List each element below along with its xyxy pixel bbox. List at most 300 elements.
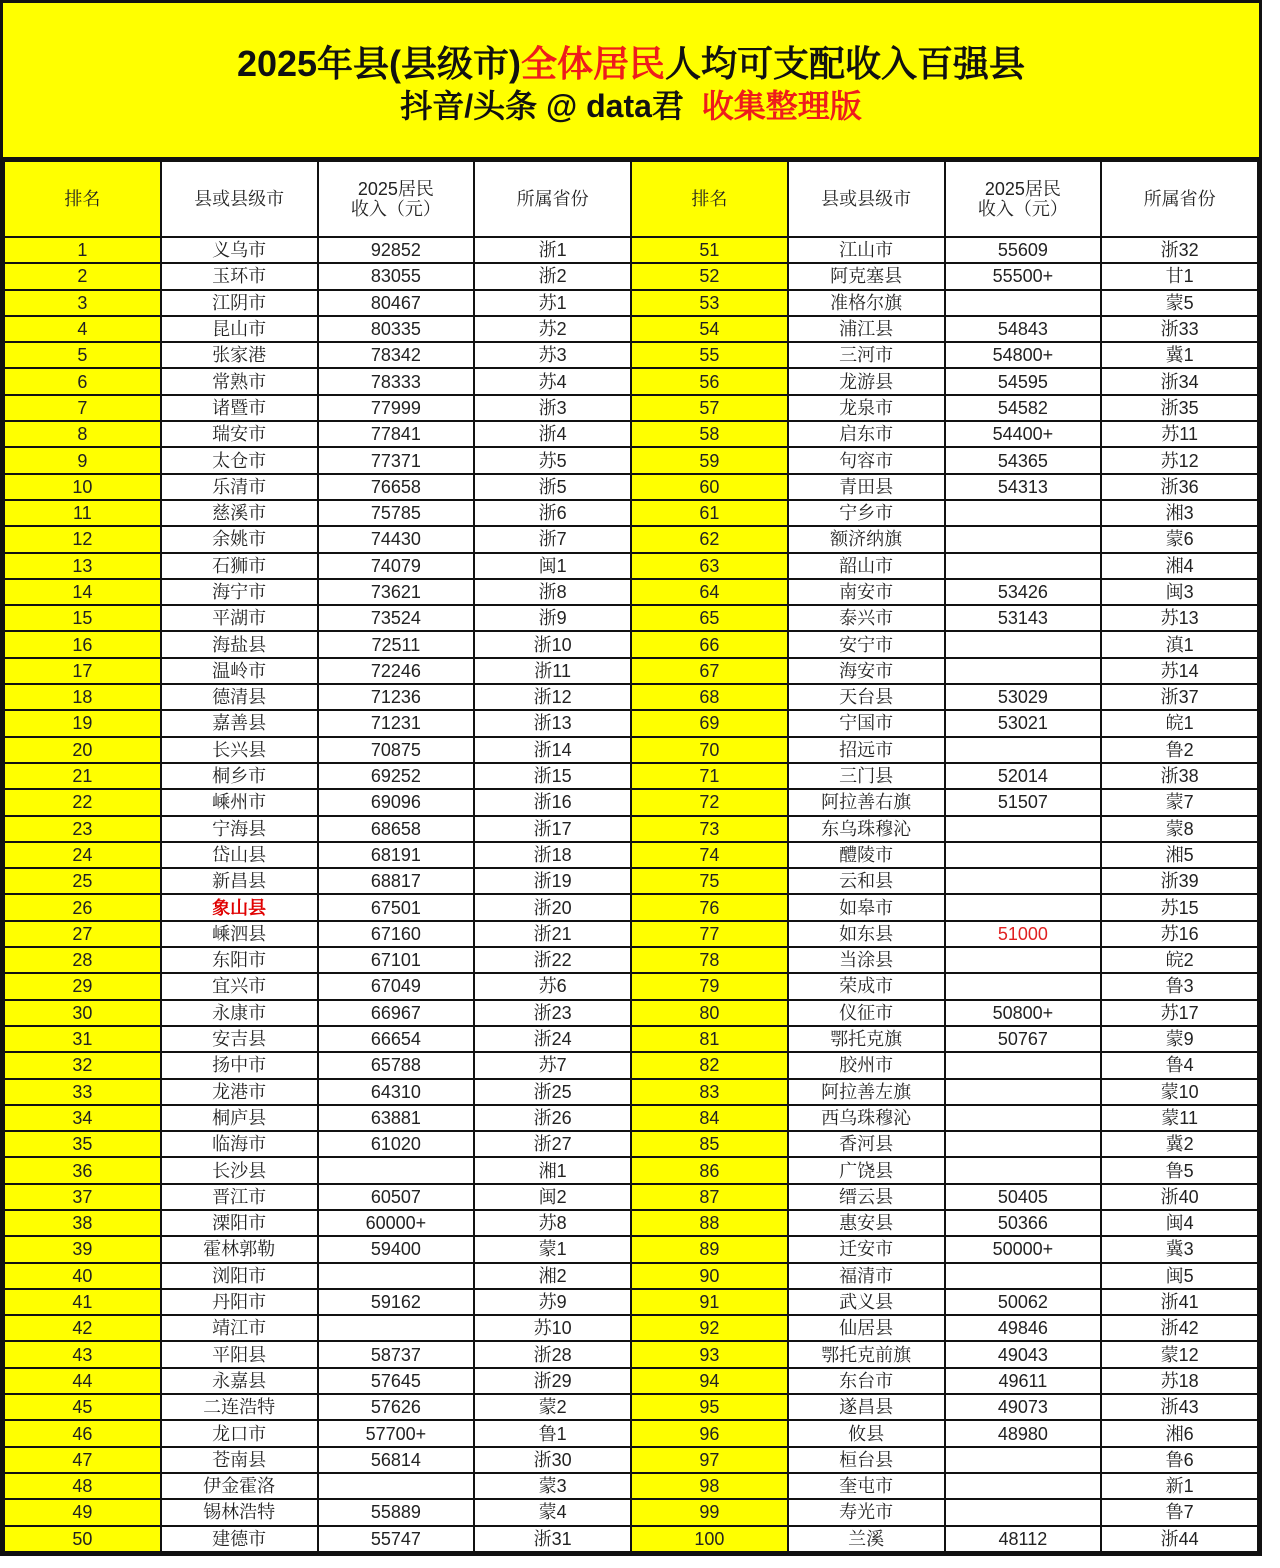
table-row — [4, 263, 1258, 289]
cell-name: 靖江市 — [161, 1315, 318, 1341]
cell-rank: 46 — [4, 1420, 161, 1446]
cell-rank: 82 — [631, 1052, 788, 1078]
cell-rank: 43 — [4, 1341, 161, 1367]
table-row — [4, 1184, 1258, 1210]
cell-province: 浙33 — [1101, 316, 1258, 342]
cell-income: 64310 — [318, 1079, 475, 1105]
cell-income — [945, 816, 1102, 842]
cell-rank: 85 — [631, 1131, 788, 1157]
cell-rank: 36 — [4, 1157, 161, 1183]
cell-income: 55889 — [318, 1499, 475, 1525]
cell-income: 59400 — [318, 1236, 475, 1262]
cell-income — [945, 526, 1102, 552]
table-row — [4, 1499, 1258, 1525]
table-row — [4, 1026, 1258, 1052]
cell-rank: 64 — [631, 579, 788, 605]
cell-name: 诸暨市 — [161, 395, 318, 421]
cell-name: 青田县 — [788, 474, 945, 500]
cell-province: 浙34 — [1101, 368, 1258, 394]
cell-rank: 44 — [4, 1368, 161, 1394]
cell-province: 蒙4 — [474, 1499, 631, 1525]
header-name-text: 县或县级市 — [821, 189, 912, 209]
cell-province: 浙35 — [1101, 395, 1258, 421]
cell-province: 鲁4 — [1101, 1052, 1258, 1078]
cell-name: 缙云县 — [788, 1184, 945, 1210]
table-row — [4, 316, 1258, 342]
cell-province: 蒙7 — [1101, 789, 1258, 815]
cell-income: 50366 — [945, 1210, 1102, 1236]
table-row — [4, 816, 1258, 842]
cell-name: 安宁市 — [788, 631, 945, 657]
cell-income: 53426 — [945, 579, 1102, 605]
cell-province: 浙29 — [474, 1368, 631, 1394]
cell-income — [945, 658, 1102, 684]
cell-income: 74430 — [318, 526, 475, 552]
cell-province: 鲁2 — [1101, 737, 1258, 763]
cell-rank: 31 — [4, 1026, 161, 1052]
cell-income — [945, 1131, 1102, 1157]
cell-province: 浙16 — [474, 789, 631, 815]
cell-name: 攸县 — [788, 1420, 945, 1446]
cell-rank: 87 — [631, 1184, 788, 1210]
table-row — [4, 237, 1258, 263]
cell-income: 71236 — [318, 684, 475, 710]
cell-income — [945, 894, 1102, 920]
cell-rank: 80 — [631, 1000, 788, 1026]
header-income-text: 2025居民 — [357, 179, 434, 199]
cell-name: 龙游县 — [788, 368, 945, 394]
cell-name: 胶州市 — [788, 1052, 945, 1078]
cell-name: 温岭市 — [161, 658, 318, 684]
cell-income: 67101 — [318, 947, 475, 973]
cell-rank: 94 — [631, 1368, 788, 1394]
cell-province: 甘1 — [1101, 263, 1258, 289]
cell-income: 67160 — [318, 921, 475, 947]
cell-name: 嘉善县 — [161, 710, 318, 736]
cell-rank: 18 — [4, 684, 161, 710]
cell-province: 蒙5 — [1101, 290, 1258, 316]
cell-rank: 39 — [4, 1236, 161, 1262]
cell-income: 50800+ — [945, 1000, 1102, 1026]
table-row — [4, 737, 1258, 763]
cell-rank: 17 — [4, 658, 161, 684]
cell-name: 额济纳旗 — [788, 526, 945, 552]
cell-province: 浙28 — [474, 1341, 631, 1367]
cell-income: 54582 — [945, 395, 1102, 421]
cell-income: 72246 — [318, 658, 475, 684]
cell-rank: 56 — [631, 368, 788, 394]
table-row — [4, 1473, 1258, 1499]
cell-province: 湘3 — [1101, 500, 1258, 526]
cell-name: 锡林浩特 — [161, 1499, 318, 1525]
header-name — [788, 161, 945, 237]
cell-name: 桐乡市 — [161, 763, 318, 789]
cell-name: 象山县 — [161, 894, 318, 920]
cell-rank: 57 — [631, 395, 788, 421]
cell-province: 皖2 — [1101, 947, 1258, 973]
cell-income: 53021 — [945, 710, 1102, 736]
cell-rank: 50 — [4, 1526, 161, 1552]
cell-province: 浙17 — [474, 816, 631, 842]
cell-rank: 35 — [4, 1131, 161, 1157]
cell-province: 闽4 — [1101, 1210, 1258, 1236]
cell-income: 50405 — [945, 1184, 1102, 1210]
cell-income: 54365 — [945, 447, 1102, 473]
cell-name: 准格尔旗 — [788, 290, 945, 316]
cell-income: 67049 — [318, 973, 475, 999]
table-row — [4, 500, 1258, 526]
cell-province: 苏13 — [1101, 605, 1258, 631]
cell-province: 湘5 — [1101, 842, 1258, 868]
cell-name: 武义县 — [788, 1289, 945, 1315]
cell-rank: 93 — [631, 1341, 788, 1367]
cell-rank: 67 — [631, 658, 788, 684]
cell-province: 冀2 — [1101, 1131, 1258, 1157]
cell-name: 宁乡市 — [788, 500, 945, 526]
cell-name: 江山市 — [788, 237, 945, 263]
header-rank — [631, 161, 788, 237]
cell-income: 60000+ — [318, 1210, 475, 1236]
cell-income — [945, 1473, 1102, 1499]
cell-rank: 15 — [4, 605, 161, 631]
cell-province: 浙12 — [474, 684, 631, 710]
cell-income: 83055 — [318, 263, 475, 289]
cell-name: 阿克塞县 — [788, 263, 945, 289]
cell-name: 泰兴市 — [788, 605, 945, 631]
cell-rank: 24 — [4, 842, 161, 868]
cell-province: 苏17 — [1101, 1000, 1258, 1026]
cell-province: 苏9 — [474, 1289, 631, 1315]
cell-rank: 65 — [631, 605, 788, 631]
cell-province: 浙8 — [474, 579, 631, 605]
cell-name: 新昌县 — [161, 868, 318, 894]
table-row — [4, 526, 1258, 552]
cell-rank: 89 — [631, 1236, 788, 1262]
cell-name: 东乌珠穆沁 — [788, 816, 945, 842]
cell-income: 49611 — [945, 1368, 1102, 1394]
cell-name: 浦江县 — [788, 316, 945, 342]
cell-province: 湘4 — [1101, 553, 1258, 579]
cell-rank: 37 — [4, 1184, 161, 1210]
cell-income: 50000+ — [945, 1236, 1102, 1262]
cell-name: 桓台县 — [788, 1447, 945, 1473]
cell-name: 广饶县 — [788, 1157, 945, 1183]
cell-name: 鄂托克前旗 — [788, 1341, 945, 1367]
cell-rank: 28 — [4, 947, 161, 973]
cell-rank: 97 — [631, 1447, 788, 1473]
table-row — [4, 342, 1258, 368]
cell-name: 韶山市 — [788, 553, 945, 579]
cell-province: 蒙11 — [1101, 1105, 1258, 1131]
table-row — [4, 290, 1258, 316]
cell-province: 浙43 — [1101, 1394, 1258, 1420]
cell-province: 浙31 — [474, 1526, 631, 1552]
cell-province: 闽3 — [1101, 579, 1258, 605]
cell-province: 浙1 — [474, 237, 631, 263]
cell-rank: 74 — [631, 842, 788, 868]
cell-rank: 25 — [4, 868, 161, 894]
cell-rank: 10 — [4, 474, 161, 500]
cell-province: 蒙12 — [1101, 1341, 1258, 1367]
cell-name: 如东县 — [788, 921, 945, 947]
table-row — [4, 684, 1258, 710]
cell-rank: 52 — [631, 263, 788, 289]
cell-province: 浙14 — [474, 737, 631, 763]
cell-province: 浙6 — [474, 500, 631, 526]
cell-rank: 99 — [631, 1499, 788, 1525]
cell-rank: 88 — [631, 1210, 788, 1236]
cell-rank: 38 — [4, 1210, 161, 1236]
cell-income: 57645 — [318, 1368, 475, 1394]
cell-province: 蒙9 — [1101, 1026, 1258, 1052]
table-row — [4, 1289, 1258, 1315]
cell-rank: 4 — [4, 316, 161, 342]
cell-name: 丹阳市 — [161, 1289, 318, 1315]
cell-name: 仪征市 — [788, 1000, 945, 1026]
cell-income — [945, 868, 1102, 894]
cell-rank: 77 — [631, 921, 788, 947]
cell-income — [945, 1079, 1102, 1105]
header-name — [161, 161, 318, 237]
cell-rank: 19 — [4, 710, 161, 736]
cell-rank: 62 — [631, 526, 788, 552]
cell-rank: 11 — [4, 500, 161, 526]
cell-province: 闽1 — [474, 553, 631, 579]
cell-province: 湘1 — [474, 1157, 631, 1183]
cell-rank: 45 — [4, 1394, 161, 1420]
cell-name: 龙口市 — [161, 1420, 318, 1446]
cell-rank: 3 — [4, 290, 161, 316]
cell-rank: 96 — [631, 1420, 788, 1446]
cell-province: 湘6 — [1101, 1420, 1258, 1446]
cell-province: 浙9 — [474, 605, 631, 631]
cell-income: 54313 — [945, 474, 1102, 500]
cell-income — [945, 842, 1102, 868]
cell-rank: 14 — [4, 579, 161, 605]
cell-name: 南安市 — [788, 579, 945, 605]
cell-name: 长兴县 — [161, 737, 318, 763]
cell-rank: 7 — [4, 395, 161, 421]
table-row — [4, 1105, 1258, 1131]
cell-province: 浙26 — [474, 1105, 631, 1131]
cell-rank: 13 — [4, 553, 161, 579]
subtitle-highlight: 收集整理版 — [701, 88, 862, 124]
cell-province: 苏11 — [1101, 421, 1258, 447]
cell-province: 蒙10 — [1101, 1079, 1258, 1105]
table-row — [4, 605, 1258, 631]
cell-name: 嵊泗县 — [161, 921, 318, 947]
cell-province: 苏2 — [474, 316, 631, 342]
cell-rank: 1 — [4, 237, 161, 263]
cell-name: 晋江市 — [161, 1184, 318, 1210]
cell-rank: 29 — [4, 973, 161, 999]
cell-rank: 55 — [631, 342, 788, 368]
cell-name: 德清县 — [161, 684, 318, 710]
cell-name: 句容市 — [788, 447, 945, 473]
cell-name: 仙居县 — [788, 1315, 945, 1341]
cell-name: 建德市 — [161, 1526, 318, 1552]
cell-rank: 51 — [631, 237, 788, 263]
cell-income — [945, 973, 1102, 999]
cell-rank: 73 — [631, 816, 788, 842]
cell-rank: 26 — [4, 894, 161, 920]
cell-province: 苏4 — [474, 368, 631, 394]
cell-income: 49846 — [945, 1315, 1102, 1341]
cell-province: 浙39 — [1101, 868, 1258, 894]
cell-rank: 60 — [631, 474, 788, 500]
cell-rank: 12 — [4, 526, 161, 552]
cell-name: 醴陵市 — [788, 842, 945, 868]
cell-rank: 92 — [631, 1315, 788, 1341]
cell-name: 长沙县 — [161, 1157, 318, 1183]
cell-province: 浙21 — [474, 921, 631, 947]
cell-province: 鲁6 — [1101, 1447, 1258, 1473]
table-row — [4, 1394, 1258, 1420]
cell-province: 鲁1 — [474, 1420, 631, 1446]
cell-income — [945, 631, 1102, 657]
cell-province: 闽2 — [474, 1184, 631, 1210]
table-row — [4, 1157, 1258, 1183]
cell-province: 浙11 — [474, 658, 631, 684]
cell-rank: 22 — [4, 789, 161, 815]
cell-rank: 98 — [631, 1473, 788, 1499]
cell-province: 浙30 — [474, 1447, 631, 1473]
cell-name: 如皋市 — [788, 894, 945, 920]
cell-rank: 66 — [631, 631, 788, 657]
cell-province: 苏10 — [474, 1315, 631, 1341]
cell-income: 54800+ — [945, 342, 1102, 368]
cell-province: 苏3 — [474, 342, 631, 368]
cell-rank: 8 — [4, 421, 161, 447]
cell-province: 苏1 — [474, 290, 631, 316]
cell-income: 55747 — [318, 1526, 475, 1552]
cell-income: 60507 — [318, 1184, 475, 1210]
cell-province: 鲁3 — [1101, 973, 1258, 999]
cell-rank: 53 — [631, 290, 788, 316]
cell-name: 瑞安市 — [161, 421, 318, 447]
cell-rank: 33 — [4, 1079, 161, 1105]
table-row — [4, 1236, 1258, 1262]
cell-income: 54843 — [945, 316, 1102, 342]
cell-income: 73621 — [318, 579, 475, 605]
cell-province: 湘2 — [474, 1263, 631, 1289]
header-rank-text: 排名 — [64, 189, 101, 209]
cell-name: 招远市 — [788, 737, 945, 763]
table-row — [4, 447, 1258, 473]
cell-name: 桐庐县 — [161, 1105, 318, 1131]
table-row — [4, 1368, 1258, 1394]
subtitle-source: 抖音/头条 @ data君 — [400, 88, 684, 124]
cell-rank: 83 — [631, 1079, 788, 1105]
cell-name: 海盐县 — [161, 631, 318, 657]
cell-income: 51000 — [945, 921, 1102, 947]
cell-income: 77999 — [318, 395, 475, 421]
table-row — [4, 789, 1258, 815]
cell-income — [318, 1157, 475, 1183]
cell-income: 48980 — [945, 1420, 1102, 1446]
cell-income: 51507 — [945, 789, 1102, 815]
cell-rank: 71 — [631, 763, 788, 789]
cell-name: 平阳县 — [161, 1341, 318, 1367]
cell-income: 58737 — [318, 1341, 475, 1367]
cell-rank: 76 — [631, 894, 788, 920]
cell-income: 69252 — [318, 763, 475, 789]
cell-province: 闽5 — [1101, 1263, 1258, 1289]
cell-income: 55609 — [945, 237, 1102, 263]
cell-income: 74079 — [318, 553, 475, 579]
cell-income: 72511 — [318, 631, 475, 657]
table-row — [4, 947, 1258, 973]
cell-income: 68191 — [318, 842, 475, 868]
table-row — [4, 1315, 1258, 1341]
cell-rank: 69 — [631, 710, 788, 736]
cell-province: 浙7 — [474, 526, 631, 552]
cell-rank: 100 — [631, 1526, 788, 1552]
cell-name: 迁安市 — [788, 1236, 945, 1262]
cell-province: 皖1 — [1101, 710, 1258, 736]
cell-province: 浙32 — [1101, 237, 1258, 263]
table-row — [4, 1131, 1258, 1157]
cell-rank: 78 — [631, 947, 788, 973]
cell-province: 滇1 — [1101, 631, 1258, 657]
cell-name: 海宁市 — [161, 579, 318, 605]
cell-province: 浙42 — [1101, 1315, 1258, 1341]
cell-income — [945, 290, 1102, 316]
cell-income: 92852 — [318, 237, 475, 263]
cell-rank: 23 — [4, 816, 161, 842]
title-part: 人均可支配收入百强县 — [665, 43, 1026, 84]
table-row — [4, 579, 1258, 605]
cell-income: 68817 — [318, 868, 475, 894]
cell-province: 浙18 — [474, 842, 631, 868]
ranking-table — [3, 160, 1259, 1553]
cell-rank: 40 — [4, 1263, 161, 1289]
cell-income — [945, 1447, 1102, 1473]
cell-province: 苏15 — [1101, 894, 1258, 920]
cell-rank: 47 — [4, 1447, 161, 1473]
cell-name: 海安市 — [788, 658, 945, 684]
cell-rank: 58 — [631, 421, 788, 447]
cell-rank: 95 — [631, 1394, 788, 1420]
cell-rank: 42 — [4, 1315, 161, 1341]
cell-income: 53029 — [945, 684, 1102, 710]
cell-name: 石狮市 — [161, 553, 318, 579]
cell-name: 西乌珠穆沁 — [788, 1105, 945, 1131]
cell-income — [945, 1499, 1102, 1525]
cell-income — [945, 1157, 1102, 1183]
cell-name: 三河市 — [788, 342, 945, 368]
cell-income: 69096 — [318, 789, 475, 815]
cell-province: 新1 — [1101, 1473, 1258, 1499]
table-row — [4, 763, 1258, 789]
cell-name: 临海市 — [161, 1131, 318, 1157]
cell-name: 鄂托克旗 — [788, 1026, 945, 1052]
cell-rank: 86 — [631, 1157, 788, 1183]
cell-name: 龙港市 — [161, 1079, 318, 1105]
cell-province: 苏8 — [474, 1210, 631, 1236]
table-row — [4, 1263, 1258, 1289]
cell-province: 浙4 — [474, 421, 631, 447]
cell-rank: 16 — [4, 631, 161, 657]
header-province — [1101, 161, 1258, 237]
cell-name: 寿光市 — [788, 1499, 945, 1525]
cell-province: 鲁5 — [1101, 1157, 1258, 1183]
cell-rank: 5 — [4, 342, 161, 368]
table-row — [4, 921, 1258, 947]
cell-province: 浙25 — [474, 1079, 631, 1105]
table-row — [4, 1420, 1258, 1446]
cell-income: 57626 — [318, 1394, 475, 1420]
